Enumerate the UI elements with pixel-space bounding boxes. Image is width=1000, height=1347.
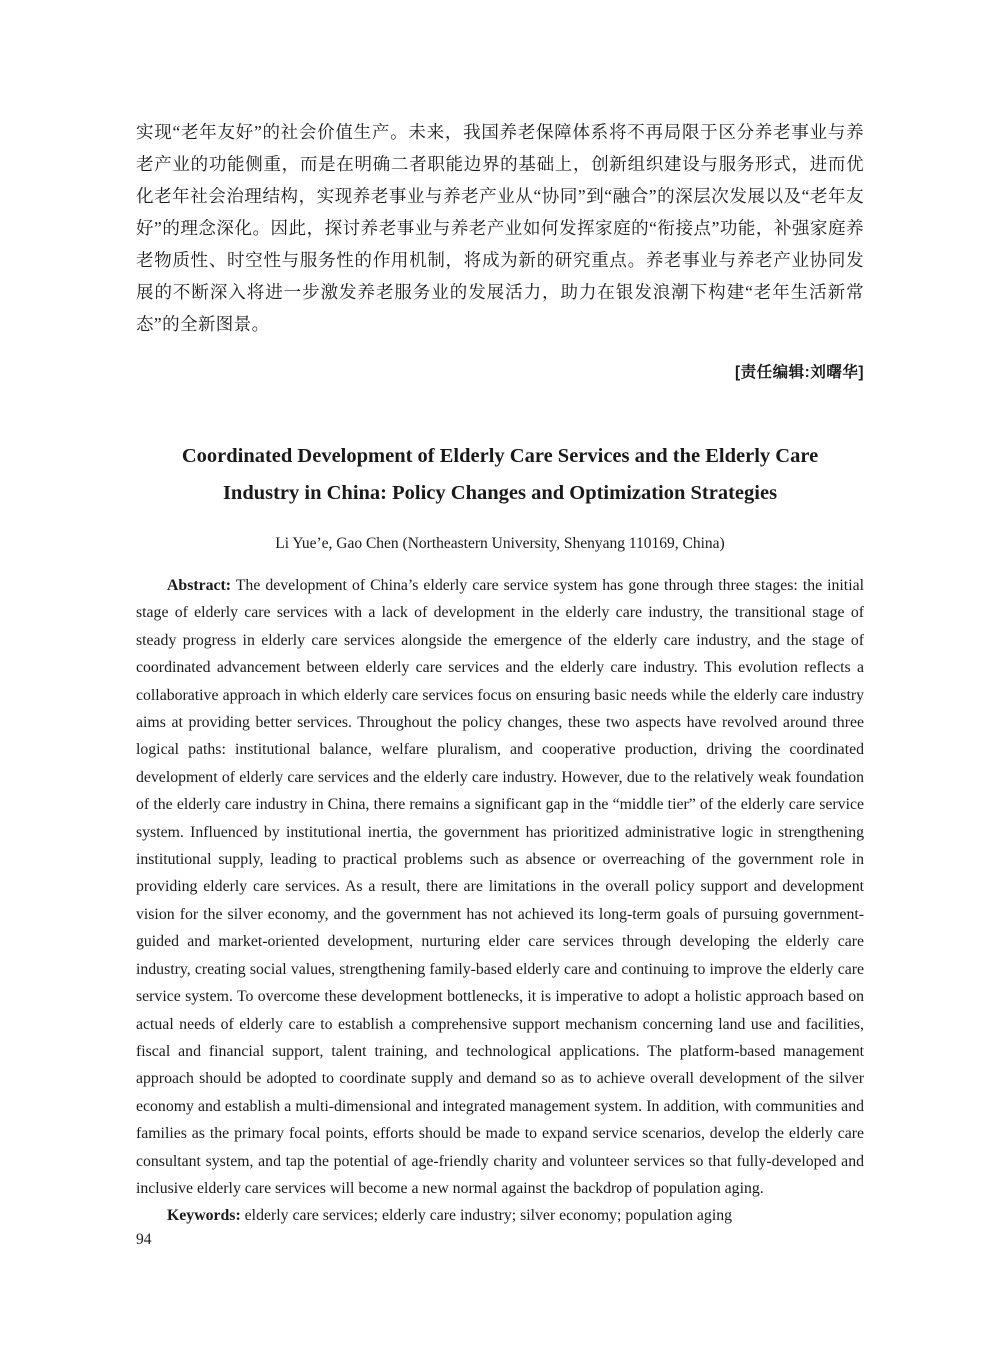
keywords-label: Keywords: <box>167 1207 241 1225</box>
abstract-paragraph <box>136 572 864 1202</box>
article-title <box>136 438 864 512</box>
article-title-line-1: Coordinated Development of Elderly Care Services and the Elderly Care <box>181 445 819 467</box>
continued-paragraph: 实现“老年友好”的社会价值生产。未来，我国养老保障体系将不再局限于区分养老事业与养老产业的功能侧重，而是在明确二者职能边界的基础上，创新组织建设与服务形式，进而优化老年社会治理结构，实现养老事业与养老产业从“协同”到“融合”的深层次发展以及“老年友好”的理念深化。因此，探讨养老事业与养老产业如何发挥家庭的“衔接点”功能，补强家庭养老物质性、时空性与服务性的作用机制，将成为新的研究重点。养老事业与养老产业协同发展的不断深入将进一步激发养老服务业的发展活力，助力在银发浪潮下构建“老年生活新常态”的全新图景。 <box>136 122 864 334</box>
article-title-line-2: Industry in China: Policy Changes and Optimization Strategies <box>222 482 778 504</box>
editor-credit: [责任编辑:刘曙华] <box>735 364 864 381</box>
keywords-paragraph <box>136 1202 864 1229</box>
page-number: 94 <box>136 1231 152 1248</box>
keywords-text: elderly care services; elderly care industry; silver economy; population aging <box>244 1207 733 1225</box>
page-content <box>136 0 864 1230</box>
abstract-text: The development of China’s elderly care service system has gone through three stages: the initial stage of elderly care services with a lack of development in the elderly care industry, the transitional stage of steady progress in elderly care services alongside the emergence of the elderly care industry, and the stage of coordinated advancement between elderly care services and the elderly care industry. This evolution reflects a collaborative approach in which elderly care services focus on ensuring basic needs while the elderly care industry aims at providing better services. Throughout the policy changes, these two aspects have revolved around three logical paths: institutional balance, welfare pluralism, and cooperative production, driving the coordinated development of elderly care services and the elderly care industry. However, due to the relatively weak foundation of the elderly care industry in China, there remains a significant gap in the “middle tier” of the elderly care service system. Influenced by institutional inertia, the government has prioritized administrative logic in strengthening institutional supply, leading to practical problems such as absence or overreaching of the government role in providing elderly care services. As a result, there are limitations in the overall policy support and development vision for the silver economy, and the government has not achieved its long-term goals of pursuing government-guided and market-oriented development, nurturing elder care services through developing the elderly care industry, creating social values, strengthening family-based elderly care and continuing to improve the elderly care service system. To overcome these development bottlenecks, it is imperative to adopt a holistic approach based on actual needs of elderly care to establish a comprehensive support mechanism concerning land use and facilities, fiscal and financial support, talent training, and technological applications. The platform-based management approach should be adopted to coordinate supply and demand so as to achieve overall development of the silver economy and establish a multi-dimensional and integrated management system. In addition, with communities and families as the primary focal points, efforts should be made to expand service scenarios, develop the elderly care consultant system, and tap the potential of age-friendly charity and volunteer services so that fully-developed and inclusive elderly care services will become a new normal against the backdrop of population aging. <box>136 577 864 1197</box>
abstract-label: Abstract: <box>167 577 232 594</box>
authors-line: Li Yue’e, Gao Chen (Northeastern University, Shenyang 110169, China) <box>275 535 725 552</box>
